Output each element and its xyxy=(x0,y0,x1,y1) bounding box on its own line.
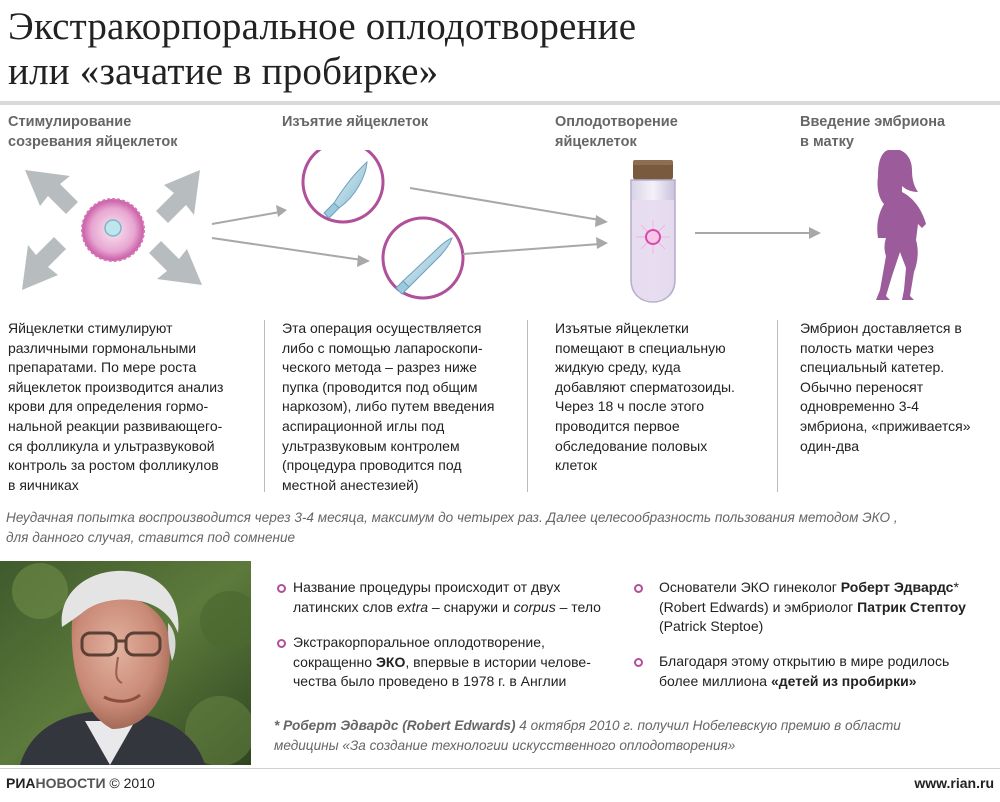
footer-divider xyxy=(0,768,1000,769)
scalpel-icon xyxy=(303,150,383,222)
step-3-heading-line-1: Оплодотворение xyxy=(555,114,678,130)
step-4-heading-line-2: в матку xyxy=(800,134,854,150)
fact-name-origin xyxy=(293,578,601,617)
step-4-text-line: одновременно 3-4 xyxy=(800,398,919,415)
step-3-text-line: проводится первое xyxy=(555,417,680,434)
stimulation-arrow-top-left xyxy=(25,170,78,214)
bullet-icon xyxy=(634,584,643,593)
logo-novosti: НОВОСТИ xyxy=(35,775,106,791)
stimulation-arrow-top-right xyxy=(156,170,200,223)
step-4-text xyxy=(800,319,971,456)
step-4-text-line: полость матки через xyxy=(800,339,934,356)
bullet-icon xyxy=(277,584,286,593)
footnote-text: 4 октября 2010 г. получил Нобелевскую премию в области xyxy=(515,718,901,733)
fact-line: чества было проведено в 1978 г. в Англии xyxy=(293,673,567,690)
fact-line xyxy=(659,672,949,692)
title-line-2: или «зачатие в пробирке» xyxy=(8,50,439,93)
page-title xyxy=(8,4,636,94)
step-2-heading xyxy=(282,112,428,132)
fact-line xyxy=(659,598,966,618)
step-1-text-line: нальной реакции развивающего- xyxy=(8,417,223,434)
robert-edwards-photo xyxy=(0,561,251,765)
fact-line: Название процедуры происходит от двух xyxy=(293,579,561,595)
step-1-text-line: яйцеклеток производится анализ xyxy=(8,378,224,395)
step-2-text-line: пупка (проводится под общим xyxy=(282,378,478,395)
step-3-text-line: жидкую среду, куда xyxy=(555,359,681,376)
fact-text: – тело xyxy=(555,598,601,615)
step-1-text-line: Яйцеклетки стимулируют xyxy=(8,320,173,336)
failure-note xyxy=(6,508,898,547)
needle-icon xyxy=(383,218,463,298)
step-2-text-line: ультразвуковым контролем xyxy=(282,437,460,454)
fact-first-eco xyxy=(293,633,591,692)
step-1-text-line: контроль за ростом фолликулов xyxy=(8,457,219,474)
step-4-text-line: один-два xyxy=(800,437,860,454)
step-1-text-line: ся фолликула и ультразвуковой xyxy=(8,437,215,454)
step-1-text-line: различными гормональными xyxy=(8,339,197,356)
fact-bold-text: «детей из пробирки» xyxy=(770,672,917,689)
fact-bold-text: Роберт Эдвардс xyxy=(840,579,954,595)
step-4-text-line: эмбриона, «приживается» xyxy=(800,417,971,434)
step-3-heading xyxy=(555,112,678,152)
fact-bold-text: ЭКО xyxy=(375,653,406,670)
fact-line xyxy=(293,598,601,618)
footnote-bold-text: * Роберт Эдвардс (Robert Edwards) xyxy=(274,718,516,733)
copyright-text: © 2010 xyxy=(105,775,155,791)
step-4-text-line: Эмбрион доставляется в xyxy=(800,320,962,336)
step-2-text-line: местной анестезией) xyxy=(282,476,419,493)
step-4-text-line: специальный катетер. xyxy=(800,359,945,376)
step-1-text xyxy=(8,319,223,495)
bullet-icon xyxy=(634,658,643,667)
fact-line: Экстракорпоральное оплодотворение, xyxy=(293,634,545,650)
woman-silhouette-icon xyxy=(876,150,926,300)
step-4-text-line: Обычно переносят xyxy=(800,378,924,395)
column-divider xyxy=(527,320,528,492)
step-2-text-line: Эта операция осуществляется xyxy=(282,320,482,336)
fact-text: Основатели ЭКО гинеколог xyxy=(659,579,841,595)
nobel-footnote xyxy=(274,716,901,755)
egg-cell-icon xyxy=(82,199,144,261)
process-illustration xyxy=(0,150,1000,310)
fact-text: , впервые в истории челове- xyxy=(405,653,591,670)
failure-note-line: для данного случая, ставится под сомнение xyxy=(6,529,296,545)
stimulation-arrow-bottom-left xyxy=(22,237,66,290)
fact-text: * xyxy=(953,579,959,595)
step-3-text-line: помещают в специальную xyxy=(555,339,726,356)
title-divider xyxy=(0,101,1000,105)
column-divider xyxy=(264,320,265,492)
fact-text: латинских слов xyxy=(293,598,397,615)
step-3-text-line: клеток xyxy=(555,457,597,474)
step-2-text-line: (процедура проводится под xyxy=(282,457,462,474)
step-4-heading-line-1: Введение эмбриона xyxy=(800,114,946,130)
fact-line: Благодаря этому открытию в мире родилось xyxy=(659,653,950,669)
site-link[interactable]: www.rian.ru xyxy=(914,775,994,791)
fact-line: (Patrick Steptoe) xyxy=(659,618,764,635)
step-2-text-line: либо с помощью лапароскопи- xyxy=(282,339,483,356)
flow-arrow-3 xyxy=(695,227,821,239)
step-3-text-line: Изъятые яйцеклетки xyxy=(555,320,689,336)
fact-text: – снаружи и xyxy=(428,598,514,615)
test-tube-icon xyxy=(631,160,675,302)
fact-bold-text: Патрик Стептоу xyxy=(857,598,966,615)
step-4-heading xyxy=(800,112,945,152)
bullet-icon xyxy=(277,639,286,648)
step-1-text-line: крови для определения гормо- xyxy=(8,398,209,415)
step-3-heading-line-2: яйцеклеток xyxy=(555,134,637,150)
column-divider xyxy=(777,320,778,492)
footnote-line xyxy=(274,716,901,736)
failure-note-line: Неудачная попытка воспроизводится через 3-4 месяца, максимум до четырех раз. Далее целесообразность пользования методом ЭКО , xyxy=(6,510,898,525)
step-2-text-line: ческого метода – разрез ниже xyxy=(282,359,477,376)
title-line-1: Экстракорпоральное оплодотворение xyxy=(8,5,637,48)
step-1-heading-line-1: Стимулирование xyxy=(8,114,132,130)
fact-line xyxy=(293,653,591,673)
step-1-text-line: препаратами. По мере роста xyxy=(8,359,197,376)
fact-line xyxy=(659,578,966,598)
step-3-text-line: Через 18 ч после этого xyxy=(555,398,705,415)
step-3-text xyxy=(555,319,735,476)
step-1-text-line: в яичниках xyxy=(8,476,79,493)
fact-text: сокращенно xyxy=(293,653,376,670)
fact-text: более миллиона xyxy=(659,672,771,689)
step-3-text-line: добавляют сперматозоиды. xyxy=(555,378,735,395)
step-1-heading-line-2: созревания яйцеклеток xyxy=(8,134,178,150)
step-2-text xyxy=(282,319,494,495)
step-3-text-line: обследование половых xyxy=(555,437,708,454)
step-1-heading xyxy=(8,112,178,152)
fact-text: (Robert Edwards) и эмбриолог xyxy=(659,598,858,615)
stimulation-arrow-bottom-right xyxy=(149,241,202,285)
ria-novosti-logo xyxy=(6,775,155,791)
fact-latin-word: corpus xyxy=(513,598,556,615)
footnote-line: медицины «За создание технологии искусственного оплодотворения» xyxy=(274,737,736,753)
step-2-heading-line-1: Изъятие яйцеклеток xyxy=(282,114,429,130)
fact-million-children xyxy=(659,652,949,691)
step-2-text-line: наркозом), либо путем введения xyxy=(282,398,495,415)
step-2-text-line: аспирационной иглы под xyxy=(282,417,445,434)
fact-latin-word: extra xyxy=(396,598,429,615)
fact-founders xyxy=(659,578,966,637)
logo-ria: РИА xyxy=(6,775,36,791)
